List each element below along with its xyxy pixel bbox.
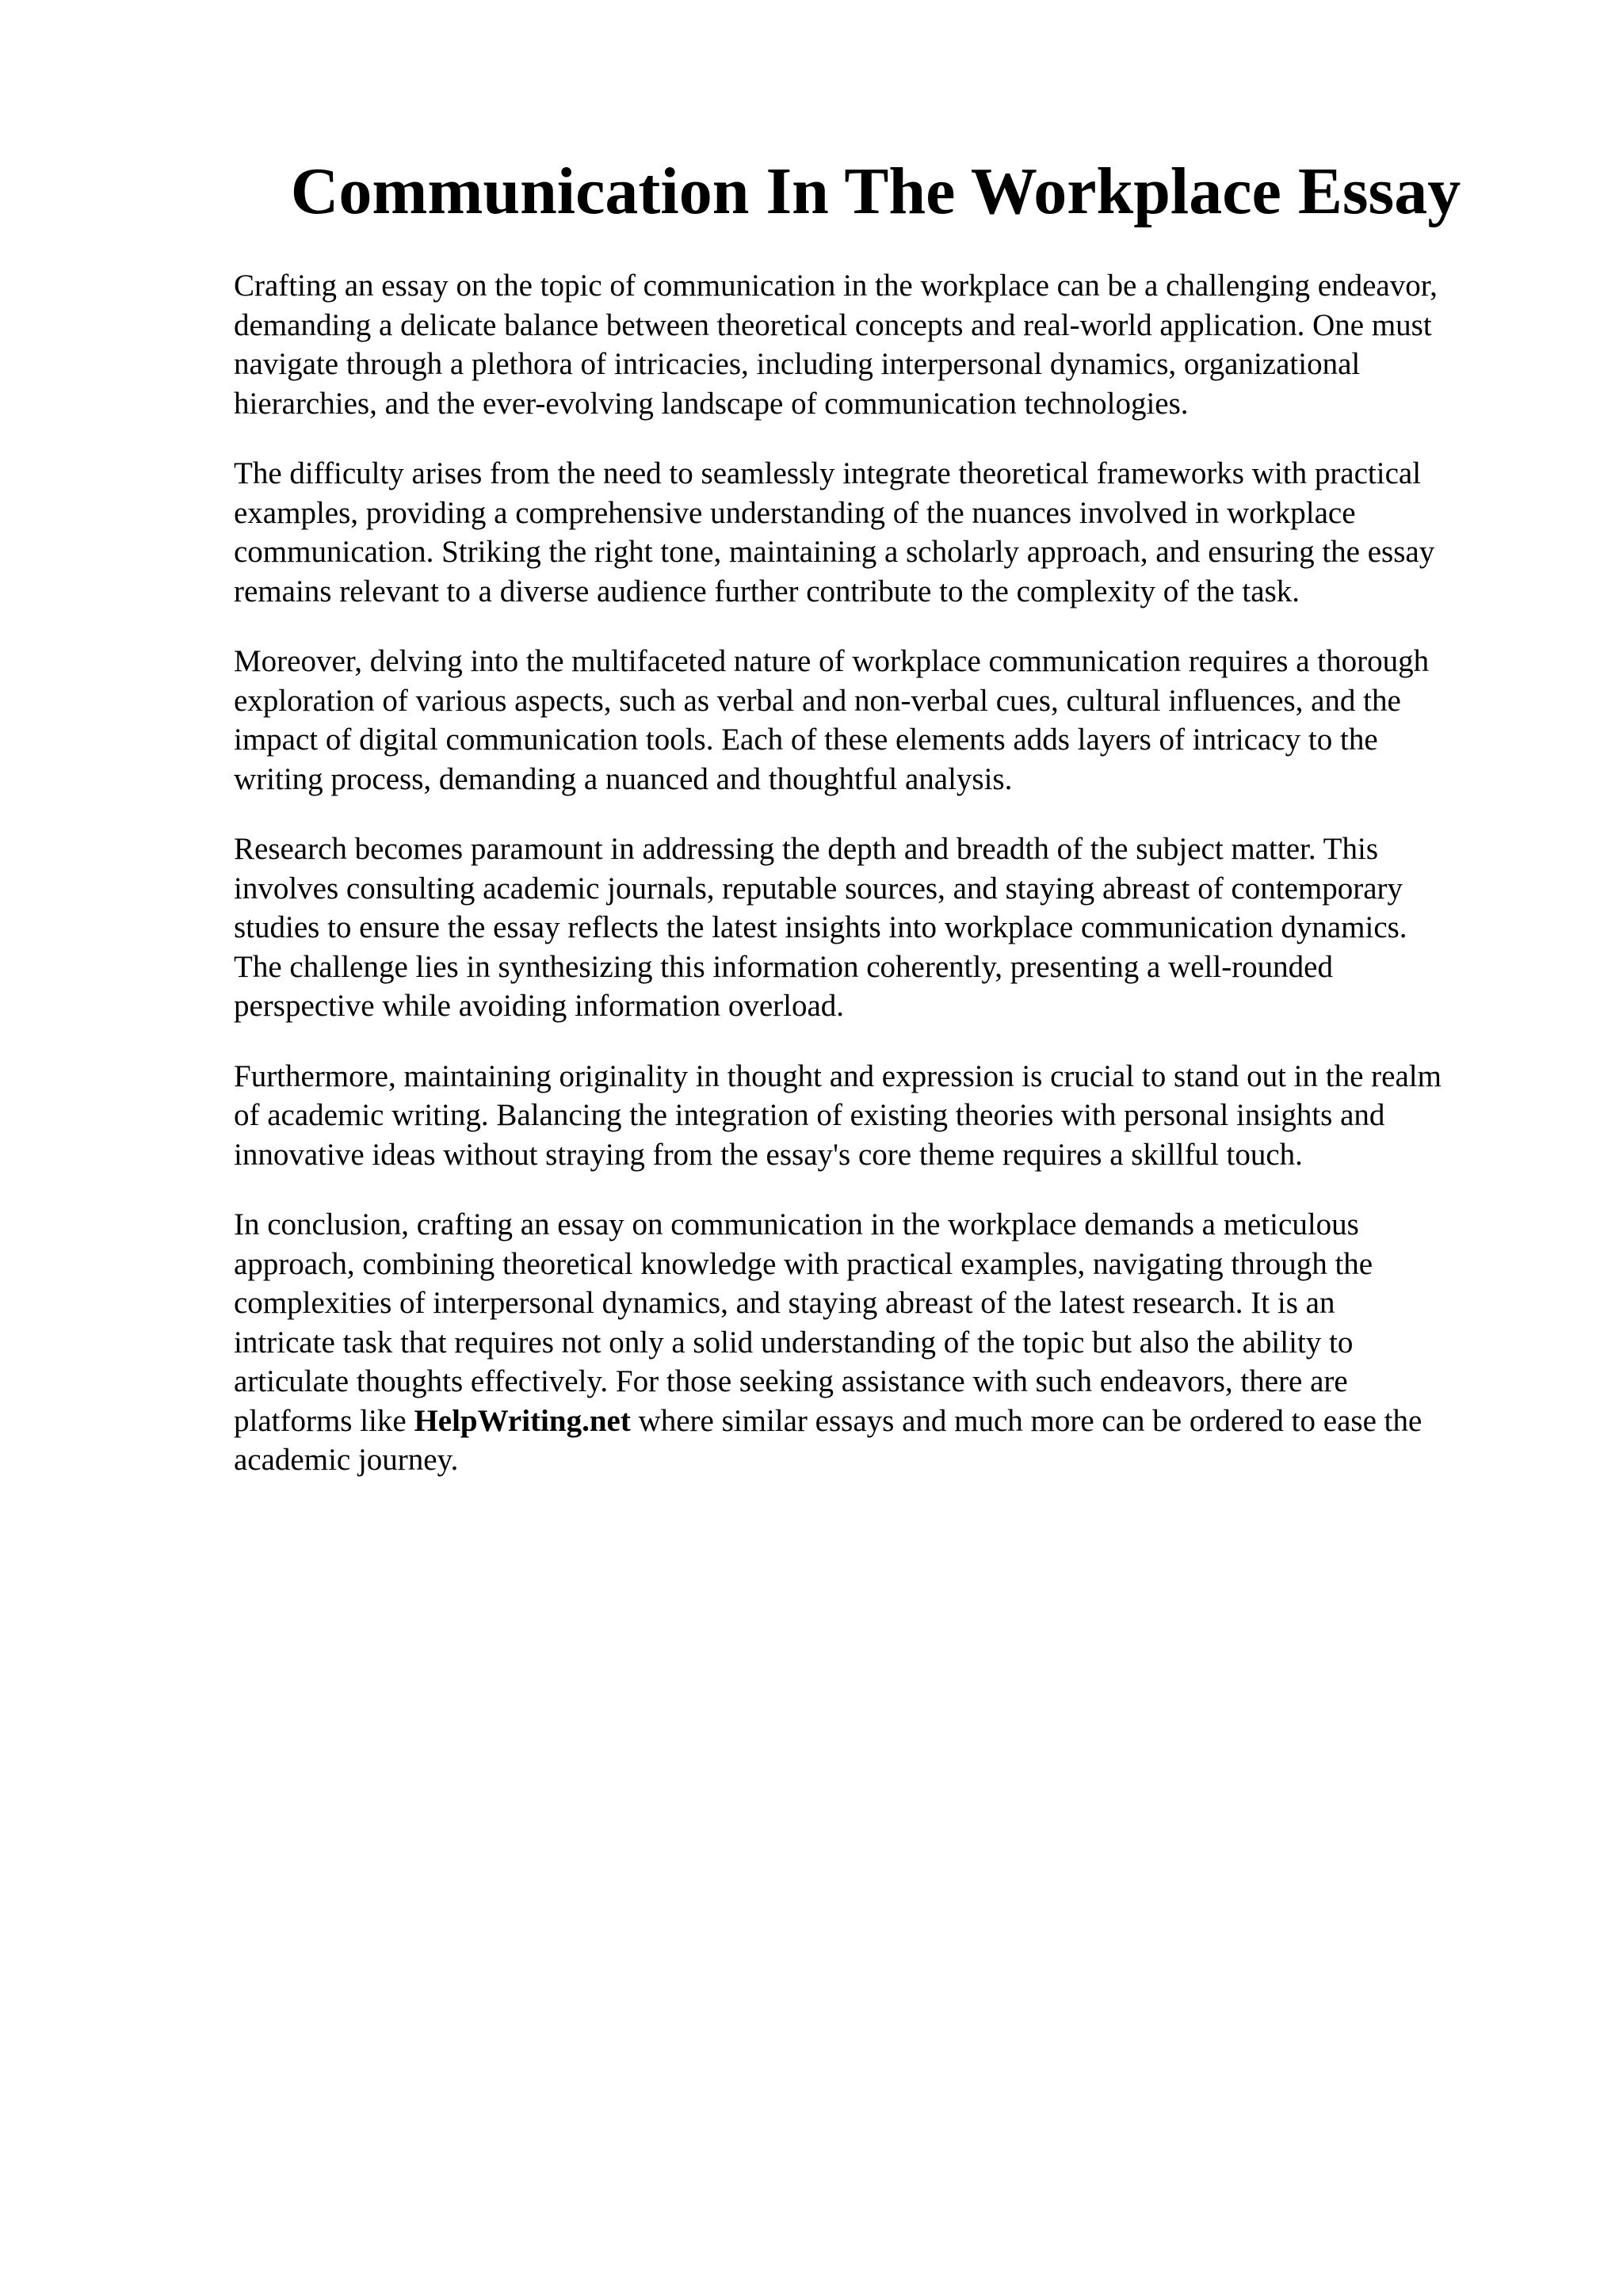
text-line: examples, providing a comprehensive understanding of the nuances involved in workplace — [234, 495, 1356, 530]
brand-name: HelpWriting.net — [414, 1403, 631, 1438]
paragraph-3 — [234, 642, 1533, 799]
text-line: The difficulty arises from the need to seamlessly integrate theoretical frameworks with practical — [234, 456, 1422, 490]
text-line: approach, combining theoretical knowledge with practical examples, navigating through the — [234, 1246, 1373, 1281]
text-line: of academic writing. Balancing the integration of existing theories with personal insights and — [234, 1098, 1385, 1132]
text-line: exploration of various aspects, such as verbal and non-verbal cues, cultural influences, and the — [234, 683, 1401, 718]
text-line: In conclusion, crafting an essay on communication in the workplace demands a meticulous — [234, 1207, 1359, 1241]
essay-body — [234, 266, 1533, 1511]
text-line: perspective while avoiding information overload. — [234, 989, 845, 1023]
text-line: complexities of interpersonal dynamics, and staying abreast of the latest research. It is an — [234, 1286, 1335, 1320]
text-line-with-brand — [234, 1402, 1533, 1441]
text-line: innovative ideas without straying from the essay's core theme requires a skillful touch. — [234, 1137, 1303, 1172]
text-line: hierarchies, and the ever-evolving landscape of communication technologies. — [234, 386, 1189, 421]
text-line: The challenge lies in synthesizing this information coherently, presenting a well-rounded — [234, 949, 1333, 984]
text-line: intricate task that requires not only a solid understanding of the topic but also the ability to — [234, 1325, 1354, 1360]
paragraph-2 — [234, 454, 1533, 611]
paragraph-1 — [234, 266, 1533, 423]
text-line: studies to ensure the essay reflects the latest insights into workplace communication dynamics. — [234, 910, 1407, 944]
text-line: impact of digital communication tools. Each of these elements adds layers of intricacy to the — [234, 723, 1378, 757]
text-line: Research becomes paramount in addressing the depth and breadth of the subject matter. This — [234, 832, 1379, 866]
text-line: demanding a delicate balance between theoretical concepts and real-world application. One must — [234, 307, 1432, 342]
paragraph-6 — [234, 1205, 1533, 1480]
text-line: Crafting an essay on the topic of communication in the workplace can be a challenging endeavor, — [234, 269, 1438, 303]
text-line: Moreover, delving into the multifaceted nature of workplace communication requires a thorough — [234, 644, 1430, 678]
text-line: writing process, demanding a nuanced and thoughtful analysis. — [234, 761, 1013, 796]
text-line: Furthermore, maintaining originality in thought and expression is crucial to stand out in the realm — [234, 1058, 1442, 1093]
paragraph-5 — [234, 1057, 1533, 1175]
text-line: academic journey. — [234, 1443, 459, 1477]
text-line: navigate through a plethora of intricacies, including interpersonal dynamics, organizational — [234, 347, 1361, 381]
page-title: Communication In The Workplace Essay — [290, 154, 1461, 228]
text-segment: platforms like — [234, 1403, 414, 1438]
text-line: remains relevant to a diverse audience further contribute to the complexity of the task. — [234, 574, 1300, 608]
text-segment: where similar essays and much more can be ordered to ease the — [630, 1403, 1423, 1438]
text-line: articulate thoughts effectively. For those seeking assistance with such endeavors, there are — [234, 1364, 1348, 1398]
paragraph-4 — [234, 830, 1533, 1026]
text-line: communication. Striking the right tone, maintaining a scholarly approach, and ensuring the essay — [234, 535, 1435, 569]
text-line: involves consulting academic journals, reputable sources, and staying abreast of contemporary — [234, 871, 1403, 906]
